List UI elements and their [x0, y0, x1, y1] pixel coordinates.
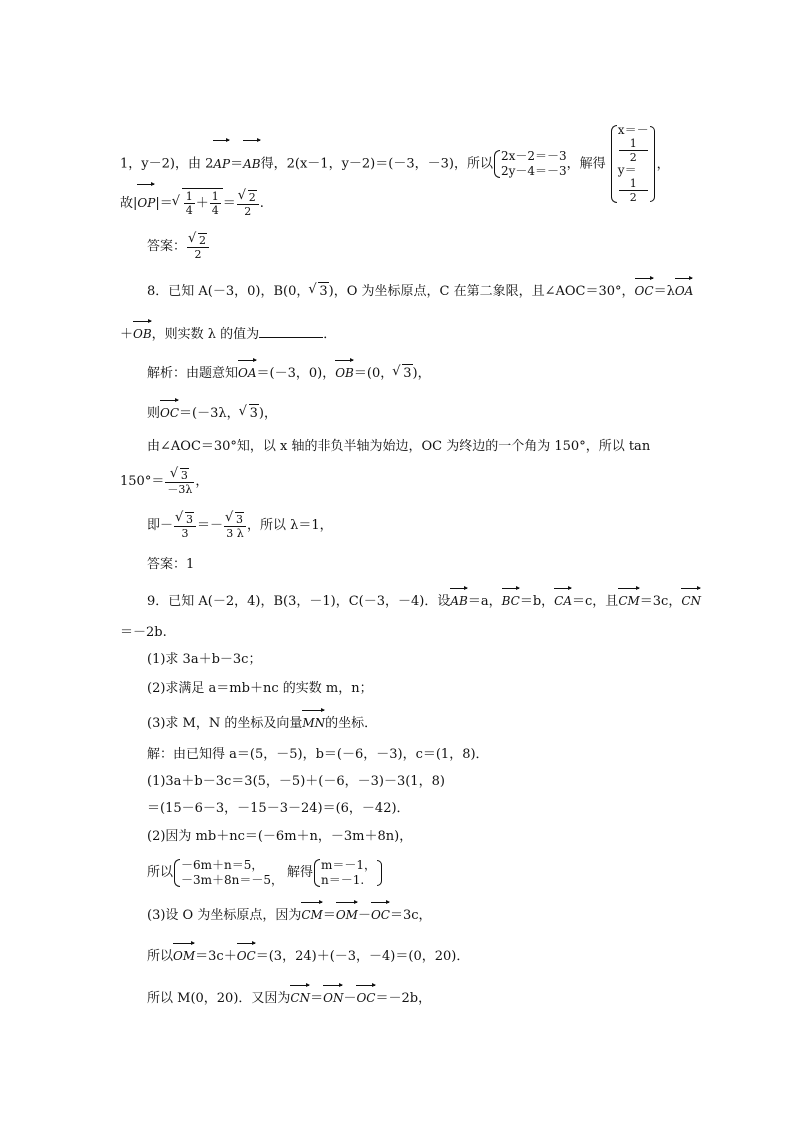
question-9-part-2: (2)求满足 a＝mb＋nc 的实数 m，n；	[147, 681, 373, 696]
solution-line-2: 故|OP|＝ √ $\frac{1}{4}$ ＋ $\frac{1}{4}$ ＝ √ $\frac{2}{2}$ .	[120, 188, 264, 219]
question-9-line-2: ＝－2b.	[120, 625, 167, 640]
solution-8-line-4: 150°＝ √ $\frac{3}{-3\lambda}$ ，	[120, 466, 208, 498]
solution-9-line-2: (1)3a＋b－3c＝3(5，－5)＋(－6，－3)－3(1，8)	[147, 774, 445, 789]
answer-blank	[259, 324, 323, 338]
question-9-part-1: (1)求 3a＋b－3c；	[147, 652, 262, 667]
solution-9-line-4: (2)因为 mb＋nc＝(－6m＋n，－3m＋8n)，	[147, 829, 413, 844]
question-8-line-2: ＋OB，则实数 λ 的值为 ．	[120, 324, 336, 344]
vector-op: OP	[137, 188, 155, 218]
solution-8-line-3: 由∠AOC＝30°知，以 x 轴的非负半轴为始边，OC 为终边的一个角为 150°，所以 tan	[147, 439, 651, 454]
solution-9-line-8: 所以 M(0，20)．又因为CN＝ON－OC＝－2b，	[147, 991, 432, 1006]
question-8-line-1: 8．已知 A(－3，0)，B(0，√ 3)，O 为坐标原点，C 在第二象限，且∠AOC＝30°，OC＝λOA	[147, 282, 693, 301]
sqrt-expression: √ $\frac{1}{4}$ ＋ $\frac{1}{4}$	[173, 188, 223, 219]
question-9-part-3: (3)求 M，N 的坐标及向量MN的坐标．	[147, 716, 378, 731]
vector-ap: AP	[213, 144, 230, 184]
solution-system-1: x＝－ 1 2 y＝ 1 2	[610, 124, 649, 204]
answer-line-1: 答案： √ $\frac{2}{2}$	[147, 230, 210, 264]
solution-9-line-3: ＝(15－6－3，－15－3－24)＝(6，－42)．	[147, 801, 410, 816]
equation-system-1: 2x－2＝－3 2y－4＝－3	[493, 149, 567, 179]
solution-9-line-7: 所以OM＝3c＋OC＝(3，24)＋(－3，－4)＝(0，20)．	[147, 949, 470, 964]
solution-9-line-1: 解：由已知得 a＝(5，－5)，b＝(－6，－3)，c＝(1，8)．	[147, 747, 489, 762]
solution-9-line-6: (3)设 O 为坐标原点，因为CM＝OM－OC＝3c，	[147, 908, 432, 923]
question-9-line-1: 9．已知 A(－2，4)，B(3，－1)，C(－3，－4)．设AB＝a，BC＝b，CA＝c，且CM＝3c，CN	[147, 594, 702, 609]
solution-8-line-5: 即－ √ $\frac{3}{3}$ ＝－ √ $\frac{3}{3 \lambda}$ ，所以 λ＝1，	[147, 510, 333, 542]
solution-9-line-5: 所以 －6m＋n＝5， －3m＋8n＝－5， 解得 m＝－1， n＝－1.	[147, 857, 377, 887]
solution-line-1: 1，y－2)，由 2AP＝AB得，2(x－1，y－2)＝(－3，－3)，所以 2x－2＝－3 2y－4＝－3 ，解得 x＝－ 1 2 y＝ 1 2 ，	[120, 123, 670, 204]
solution-8-line-2: 则OC＝(－3λ，√ 3)，	[147, 404, 277, 423]
solution-8-line-1: 解析：由题意知OA＝(－3，0)，OB＝(0，√ 3)，	[147, 364, 431, 383]
vector-ab: AB	[243, 144, 260, 184]
answer-line-8: 答案：1	[147, 557, 195, 572]
